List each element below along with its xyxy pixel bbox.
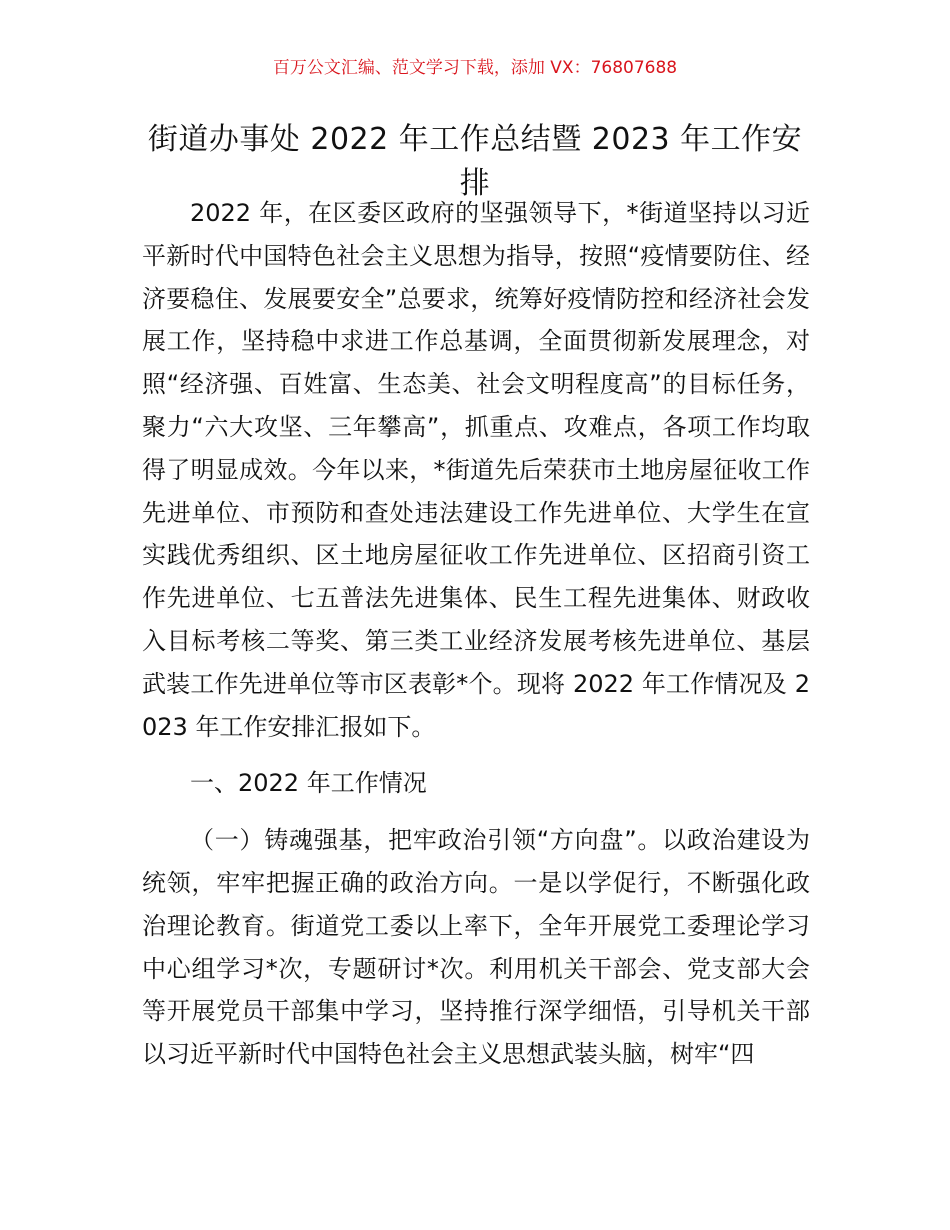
watermark-banner: 百万公文汇编、范文学习下载，添加 VX：76807688 (272, 58, 678, 78)
subsection-paragraph: （一）铸魂强基，把牢政治引领“方向盘”。以政治建设为统领，牢牢把握正确的政治方向。一是以学促行，不断强化政治理论教育。街道党工委以上率下，全年开展党工委理论学习中心组学习*次，专题研讨*次。利用机关干部会、党支部大会等开展党员干部集中学习，坚持推行深学细悟，引导机关干部以习近平新时代中国特色社会主义思想武装头脑，树牢“四 (142, 826, 810, 1069)
section-heading: 一、2022 年工作情况 (190, 769, 427, 798)
document-title: 街道办事处 2022 年工作总结暨 2023 年工作安排 (147, 122, 803, 201)
document-body (142, 192, 810, 1076)
intro-paragraph: 2022 年，在区委区政府的坚强领导下，*街道坚持以习近平新时代中国特色社会主义思想为指导，按照“疫情要防住、经济要稳住、发展要安全”总要求，统筹好疫情防控和经济社会发展工作，坚持稳中求进工作总基调，全面贯彻新发展理念，对照“经济强、百姓富、生态美、社会文明程度高”的目标任务，聚力“六大攻坚、三年攀高”，抓重点、攻难点，各项工作均取得了明显成效。今年以来，*街道先后荣获市土地房屋征收工作先进单位、市预防和查处违法建设工作先进单位、大学生在宣实践优秀组织、区土地房屋征收工作先进单位、区招商引资工作先进单位、七五普法先进集体、民生工程先进集体、财政收入目标考核二等奖、第三类工业经济发展考核先进单位、基层武装工作先进单位等市区表彰*个。现将 2022 年工作情况及 2023 年工作安排汇报如下。 (142, 199, 810, 741)
